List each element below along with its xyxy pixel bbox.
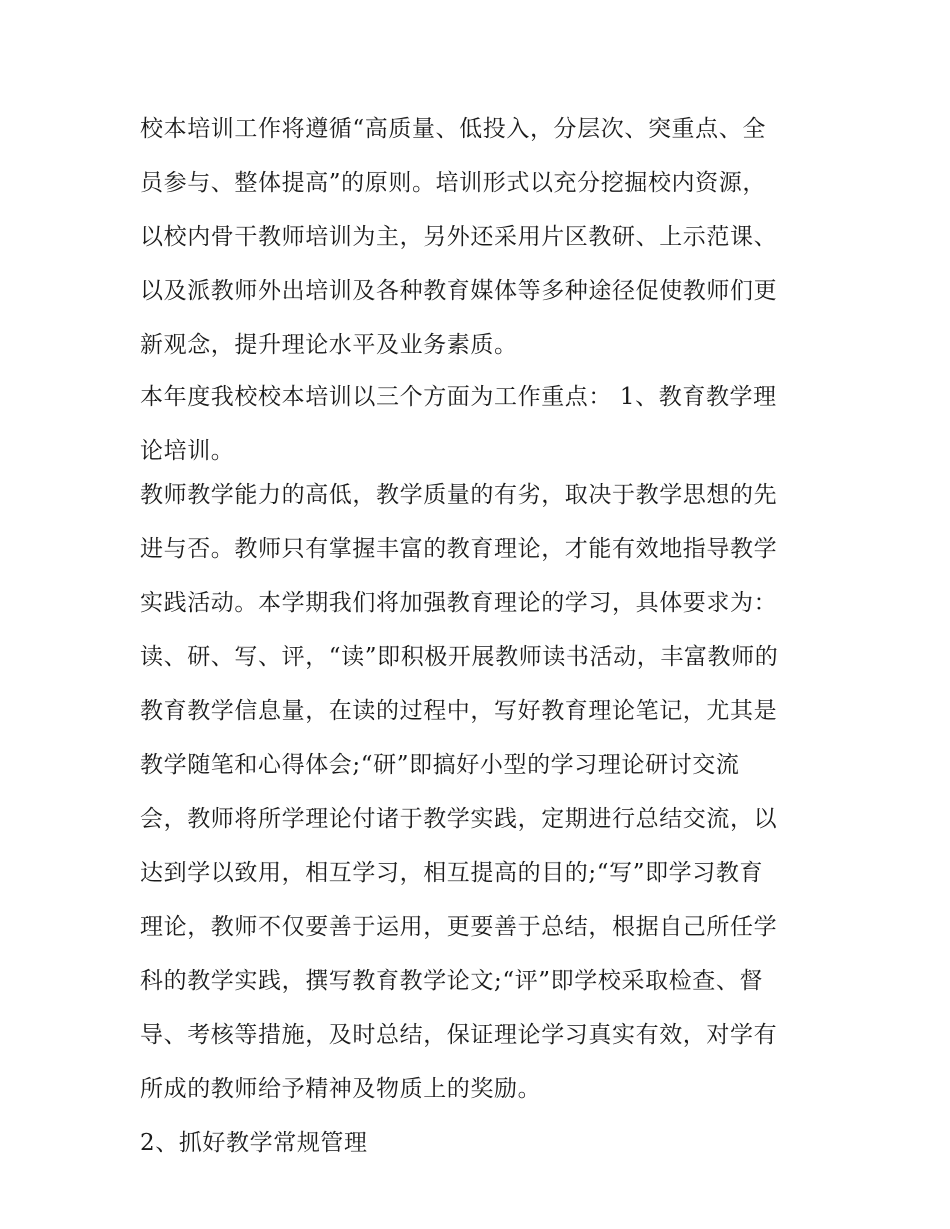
section-heading-teaching-routine xyxy=(140,1126,820,1160)
text-line: 科的教学实践，撰写教育教学论文;“评”即学校采取检查、督 xyxy=(140,968,764,994)
text-line: 教学随笔和心得体会;“研”即搞好小型的学习理论研讨交流 xyxy=(140,752,740,778)
text-line: 教育教学信息量，在读的过程中，写好教育理论笔记，尤其是 xyxy=(140,698,778,724)
text-line: 校本培训工作将遵循“高质量、低投入，分层次、突重点、全 xyxy=(140,116,766,142)
text-line: 进与否。教师只有掌握丰富的教育理论，才能有效地指导教学 xyxy=(140,536,778,562)
text-line: 读、研、写、评，“读”即积极开展教师读书活动，丰富教师的 xyxy=(140,644,779,670)
text-line: 会，教师将所学理论付诸于教学实践，定期进行总结交流，以 xyxy=(140,806,778,832)
text-line: 新观念，提升理论水平及业务素质。 xyxy=(140,332,518,358)
text-line: 实践活动。本学期我们将加强教育理论的学习，具体要求为： xyxy=(140,590,778,616)
text-line: 以及派教师外出培训及各种教育媒体等多种途径促使教师们更 xyxy=(140,278,778,304)
text-line: 教师教学能力的高低，教学质量的有劣，取决于教学思想的先 xyxy=(140,482,778,508)
text-line: 以校内骨干教师培训为主，另外还采用片区教研、上示范课、 xyxy=(140,224,778,250)
text-line: 员参与、整体提高”的原则。培训形式以充分挖掘校内资源， xyxy=(140,170,766,196)
text-line: 论培训。 xyxy=(140,438,235,464)
paragraph-theory-training xyxy=(140,478,820,1106)
text-line: 达到学以致用，相互学习，相互提高的目的;“写”即学习教育 xyxy=(140,860,764,886)
text-line: 本年度我校校本培训以三个方面为工作重点： 1、教育教学理 xyxy=(140,384,777,410)
document-body xyxy=(140,112,820,1160)
paragraph-key-points xyxy=(140,380,820,468)
text-line: 导、考核等措施，及时总结，保证理论学习真实有效，对学有 xyxy=(140,1022,778,1048)
text-line: 所成的教师给予精神及物质上的奖励。 xyxy=(140,1076,542,1102)
text-line: 理论，教师不仅要善于运用，更要善于总结，根据自己所任学 xyxy=(140,914,778,940)
paragraph-training-principles xyxy=(140,112,820,362)
text-line: 2、抓好教学常规管理 xyxy=(140,1130,368,1156)
